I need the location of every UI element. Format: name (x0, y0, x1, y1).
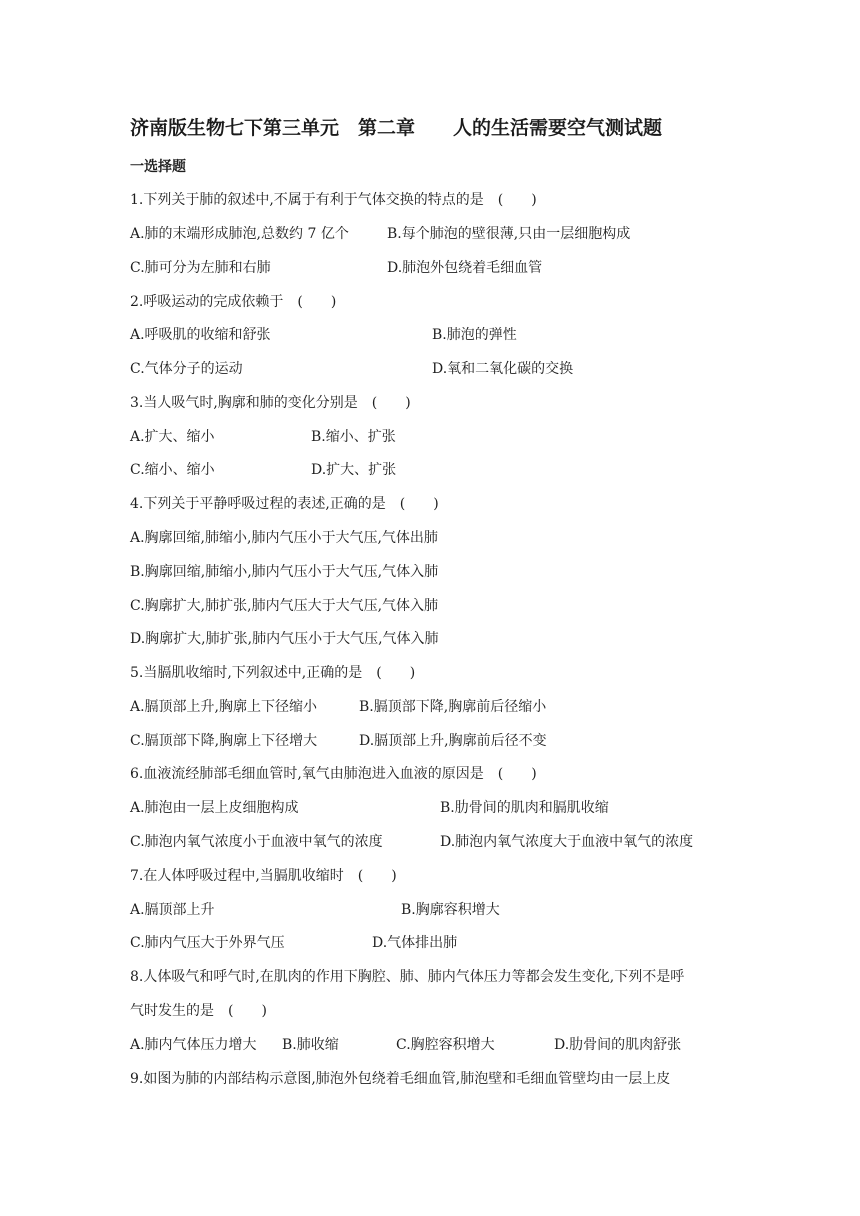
q5-option-d: D.膈顶部上升,胸廓前后径不变 (359, 733, 547, 749)
question-3-stem: 3.当人吸气时,胸廓和肺的变化分别是 ( ) (130, 395, 411, 411)
question-5-options-row2 (130, 731, 770, 751)
q6-option-b: B.肋骨间的肌肉和膈肌收缩 (440, 800, 609, 816)
q3-option-a: A.扩大、缩小 (130, 429, 215, 445)
q6-option-d: D.肺泡内氧气浓度大于血液中氧气的浓度 (440, 834, 694, 850)
question-8-stem-line2: 气时发生的是 ( ) (130, 1003, 267, 1019)
q4-option-a: A.胸廓回缩,肺缩小,肺内气压小于大气压,气体出肺 (130, 530, 438, 546)
q4-option-c: C.胸廓扩大,肺扩张,肺内气压大于大气压,气体入肺 (130, 598, 439, 614)
q8-option-b: B.肺收缩 (282, 1037, 339, 1053)
question-3-options-row1 (130, 427, 770, 447)
question-7-options-row2 (130, 933, 770, 953)
q8-option-d: D.肋骨间的肌肉舒张 (554, 1037, 682, 1053)
question-6-stem: 6.血液流经肺部毛细血管时,氧气由肺泡进入血液的原因是 ( ) (130, 766, 537, 782)
q1-option-c: C.肺可分为左肺和右肺 (130, 260, 271, 276)
question-8-stem-line1: 8.人体吸气和呼气时,在肌肉的作用下胸腔、肺、肺内气体压力等都会发生变化,下列不是呼 (130, 969, 685, 985)
q6-option-a: A.肺泡由一层上皮细胞构成 (130, 800, 299, 816)
q4-option-b: B.胸廓回缩,肺缩小,肺内气压小于大气压,气体入肺 (130, 564, 439, 580)
q5-option-b: B.膈顶部下降,胸廓前后径缩小 (359, 699, 547, 715)
question-4-stem: 4.下列关于平静呼吸过程的表述,正确的是 ( ) (130, 496, 439, 512)
question-6-options-row2 (130, 832, 770, 852)
question-1-options-row1 (130, 224, 770, 244)
question-7-options-row1 (130, 900, 770, 920)
q5-option-a: A.膈顶部上升,胸廓上下径缩小 (130, 699, 318, 715)
question-8-options-row (130, 1035, 770, 1055)
q3-option-d: D.扩大、扩张 (311, 462, 397, 478)
question-2-stem: 2.呼吸运动的完成依赖于 ( ) (130, 294, 337, 310)
q8-option-c: C.胸腔容积增大 (396, 1037, 495, 1053)
q7-option-c: C.肺内气压大于外界气压 (130, 935, 285, 951)
q1-option-b: B.每个肺泡的壁很薄,只由一层细胞构成 (387, 226, 631, 242)
section-heading: 一选择题 (130, 159, 186, 175)
q2-option-c: C.气体分子的运动 (130, 361, 243, 377)
question-7-stem: 7.在人体呼吸过程中,当膈肌收缩时 ( ) (130, 868, 397, 884)
q1-option-d: D.肺泡外包绕着毛细血管 (387, 260, 543, 276)
q7-option-d: D.气体排出肺 (372, 935, 458, 951)
question-2-options-row2 (130, 359, 770, 379)
q5-option-c: C.膈顶部下降,胸廓上下径增大 (130, 733, 318, 749)
q6-option-c: C.肺泡内氧气浓度小于血液中氧气的浓度 (130, 834, 383, 850)
question-3-options-row2 (130, 460, 770, 480)
question-1-stem: 1.下列关于肺的叙述中,不属于有利于气体交换的特点的是 ( ) (130, 192, 537, 208)
question-1-options-row2 (130, 258, 770, 278)
q2-option-a: A.呼吸肌的收缩和舒张 (130, 327, 271, 343)
question-9-stem-line1: 9.如图为肺的内部结构示意图,肺泡外包绕着毛细血管,肺泡壁和毛细血管壁均由一层上皮 (130, 1071, 671, 1087)
q4-option-d: D.胸廓扩大,肺扩张,肺内气压小于大气压,气体入肺 (130, 631, 439, 647)
q7-option-b: B.胸廓容积增大 (401, 902, 500, 918)
q2-option-d: D.氧和二氧化碳的交换 (432, 361, 574, 377)
question-5-stem: 5.当膈肌收缩时,下列叙述中,正确的是 ( ) (130, 665, 416, 681)
q1-option-a: A.肺的末端形成肺泡,总数约 7 亿个 (130, 226, 349, 242)
question-2-options-row1 (130, 325, 770, 345)
q2-option-b: B.肺泡的弹性 (432, 327, 517, 343)
q3-option-b: B.缩小、扩张 (311, 429, 396, 445)
question-6-options-row1 (130, 798, 770, 818)
q8-option-a: A.肺内气体压力增大 (130, 1037, 257, 1053)
q3-option-c: C.缩小、缩小 (130, 462, 215, 478)
document-title: 济南版生物七下第三单元 第二章 人的生活需要空气测试题 (130, 117, 663, 139)
q7-option-a: A.膈顶部上升 (130, 902, 215, 918)
question-5-options-row1 (130, 697, 770, 717)
